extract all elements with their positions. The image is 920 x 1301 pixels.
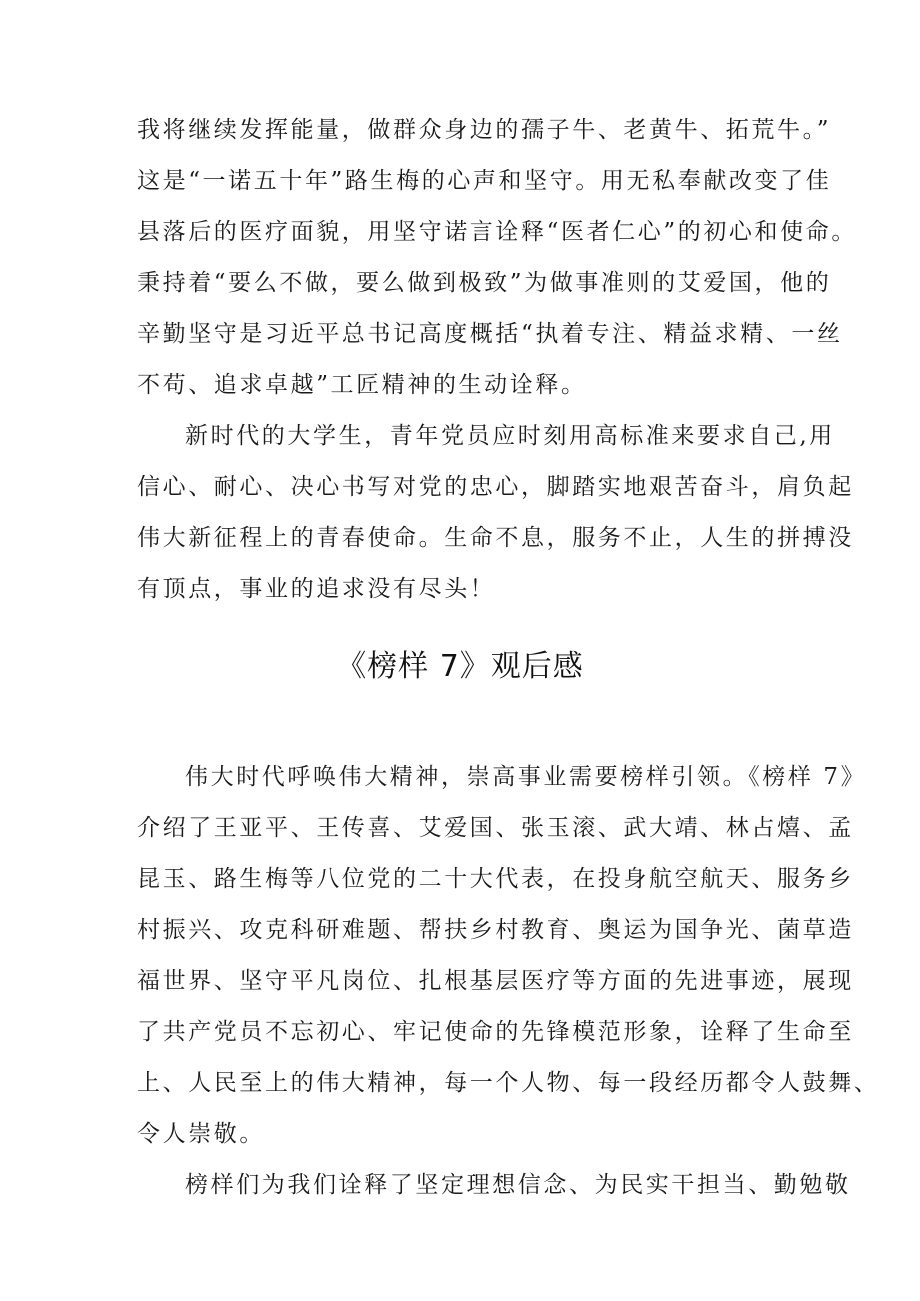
body-text-line: 信心、耐心、决心书写对党的忠心，脚踏实地艰苦奋斗，肩负起 [137,474,854,500]
body-text-line: 昆玉、路生梅等八位党的二十大代表，在投身航空航天、服务乡 [137,866,854,892]
body-text-line: 我将继续发挥能量，做群众身边的孺子牛、老黄牛、拓荒牛。” [137,117,832,143]
body-text-line: 新时代的大学生，青年党员应时刻用高标准来要求自己,用 [185,423,835,449]
body-text-line: 上、人民至上的伟大精神，每一个人物、每一段经历都令人鼓舞、 [137,1070,880,1096]
body-text-line: 这是“一诺五十年”路生梅的心声和坚守。用无私奉献改变了佳 [137,168,832,194]
body-text-line: 伟大新征程上的青春使命。生命不息，服务不止，人生的拼搏没 [137,525,854,551]
body-text-line: 伟大时代呼唤伟大精神，崇高事业需要榜样引领。《榜样 7》 [185,764,867,790]
body-text-line: 不苟、追求卓越”工匠精神的生动诠释。 [137,372,587,398]
body-text-line: 辛勤坚守是习近平总书记高度概括“执着专注、精益求精、一丝 [137,321,843,347]
body-text-line: 令人崇敬。 [137,1121,265,1147]
body-text-line: 县落后的医疗面貌，用坚守诺言诠释“医者仁心”的初心和使命。 [137,219,857,245]
body-text-line: 介绍了王亚平、王传喜、艾爱国、张玉滚、武大靖、林占熺、孟 [137,815,854,841]
body-text-line: 了共产党员不忘初心、牢记使命的先锋模范形象，诠释了生命至 [137,1019,854,1045]
section-title: 《榜样 7》观后感 [336,649,584,684]
body-text-line: 秉持着“要么不做，要么做到极致”为做事准则的艾爱国，他的 [137,270,832,296]
body-text-line: 福世界、坚守平凡岗位、扎根基层医疗等方面的先进事迹，展现 [137,968,854,994]
body-text-line: 村振兴、攻克科研难题、帮扶乡村教育、奥运为国争光、菌草造 [137,917,854,943]
body-text-line: 有顶点，事业的追求没有尽头！ [137,576,496,602]
body-text-line: 榜样们为我们诠释了坚定理想信念、为民实干担当、勤勉敬 [185,1172,851,1198]
